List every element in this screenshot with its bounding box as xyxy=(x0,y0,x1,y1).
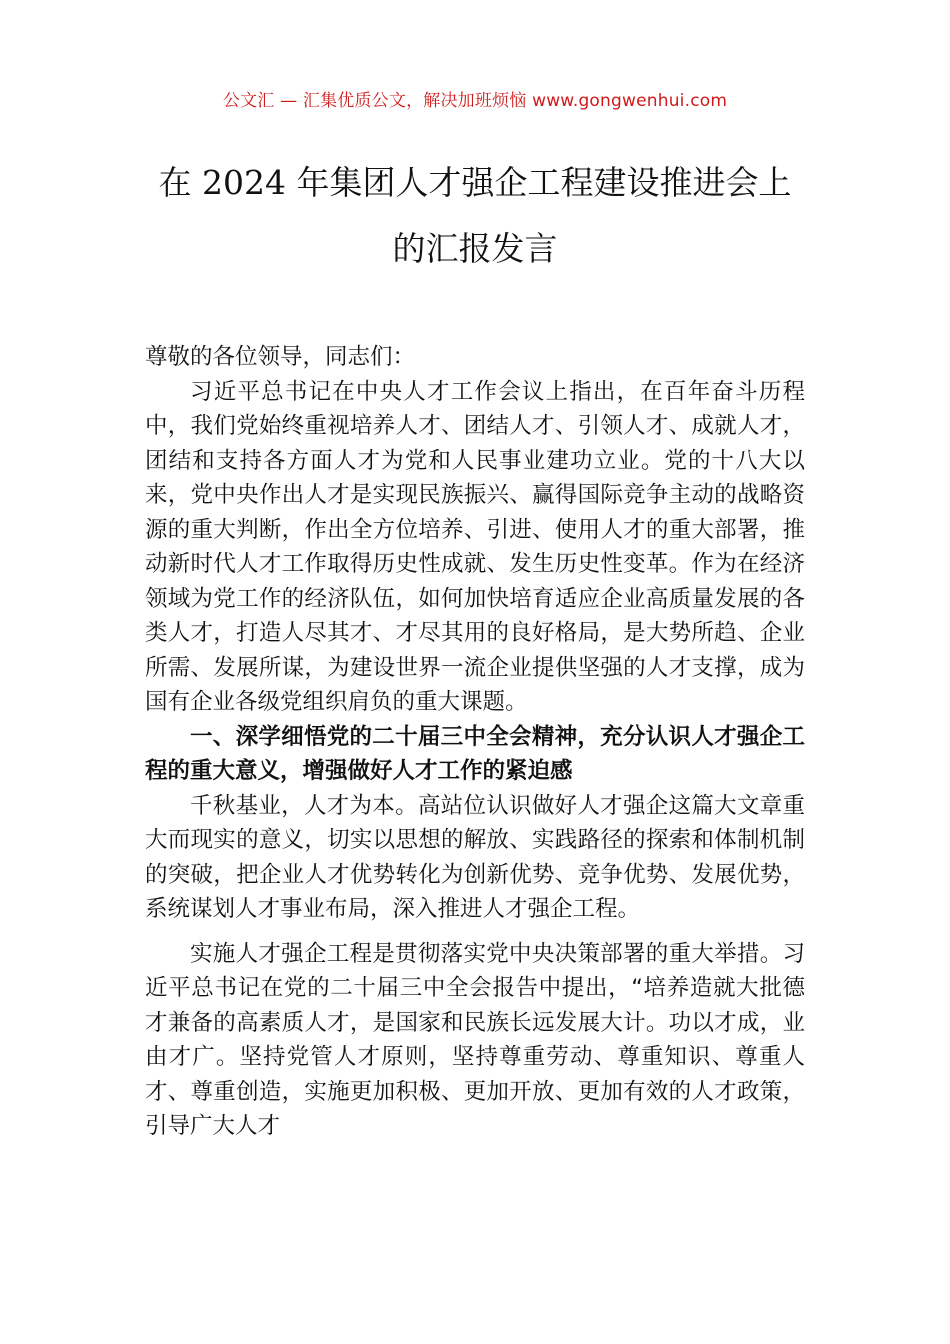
paragraph-implementation: 实施人才强企工程是贯彻落实党中央决策部署的重大举措。习近平总书记在党的二十届三中全会报告中提出，“培养造就大批德才兼备的高素质人才，是国家和民族长远发展大计。功以才成，业由才广。坚持党管人才原则，坚持尊重劳动、尊重知识、尊重人才、尊重创造，实施更加积极、更加开放、更加有效的人才政策，引导广大人才 xyxy=(145,940,805,1139)
salutation: 尊敬的各位领导，同志们： xyxy=(145,344,416,370)
paragraph-intro: 习近平总书记在中央人才工作会议上指出，在百年奋斗历程中，我们党始终重视培养人才、团结人才、引领人才、成就人才，团结和支持各方面人才为党和人民事业建功立业。党的十八大以来，党中央作出人才是实现民族振兴、赢得国际竞争主动的战略资源的重大判断，作出全方位培养、引进、使用人才的重大部署，推动新时代人才工作取得历史性成就、发生历史性变革。作为在经济领域为党工作的经济队伍，如何加快培育适应企业高质量发展的各类人才，打造人尽其才、才尽其用的良好格局，是大势所趋、企业所需、发展所谋，为建设世界一流企业提供坚强的人才支撑，成为国有企业各级党组织肩负的重大课题。 xyxy=(145,378,805,715)
document-title xyxy=(120,150,830,282)
title-line-1: 在 2024 年集团人才强企工程建设推进会上 xyxy=(158,163,792,202)
paragraph-talent-foundation: 千秋基业，人才为本。高站位认识做好人才强企这篇大文章重大而现实的意义，切实以思想的解放、实践路径的探索和体制机制的突破，把企业人才优势转化为创新优势、竞争优势、发展优势，系统谋划人才事业布局，深入推进人才强企工程。 xyxy=(145,792,805,922)
header-banner: 公文汇 — 汇集优质公文，解决加班烦恼 www.gongwenhui.com xyxy=(222,91,728,111)
title-line-2: 的汇报发言 xyxy=(392,229,558,268)
document-body xyxy=(145,340,805,1144)
section-heading-1: 一、深学细悟党的二十届三中全会精神，充分认识人才强企工程的重大意义，增强做好人才工作的紧迫感 xyxy=(145,723,805,784)
